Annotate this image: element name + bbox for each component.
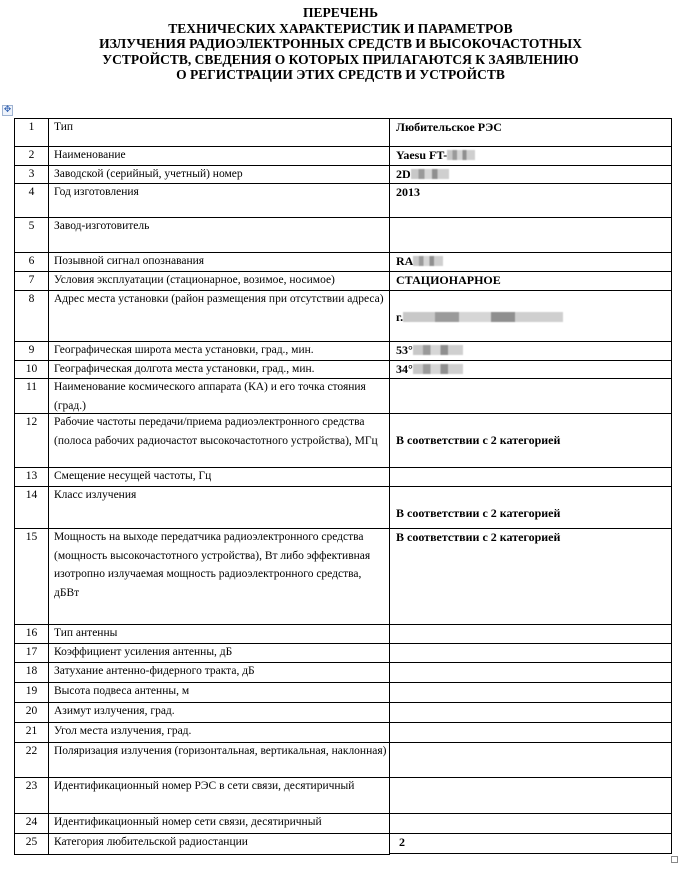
row-number: 24: [25, 816, 38, 828]
row-number: 7: [28, 274, 35, 286]
row-value: [390, 165, 670, 184]
row-value: [390, 183, 670, 202]
title-line: О РЕГИСТРАЦИИ ЭТИХ СРЕДСТВ И УСТРОЙСТВ: [176, 67, 505, 83]
row-value: [390, 431, 670, 450]
row-label: Заводской (серийный, учетный) номер: [54, 168, 243, 180]
row-label: Идентификационный номер РЭС в сети связи, десятиричный: [54, 780, 355, 792]
row-number: 15: [25, 531, 38, 543]
row-number: 19: [25, 685, 38, 697]
row-number: 1: [28, 121, 35, 133]
value-text: В соответствии с 2 категорией: [396, 506, 561, 520]
row-value: [390, 833, 670, 852]
row-number: 16: [25, 627, 38, 639]
row-number: 22: [25, 745, 38, 757]
row-number: 6: [28, 255, 35, 267]
row-number: 21: [25, 725, 38, 737]
value-text: 2: [399, 835, 405, 849]
row-label: Идентификационный номер сети связи, десятиричный: [54, 816, 322, 828]
redacted-block: [413, 256, 443, 266]
row-label: Высота подвеса антенны, м: [54, 685, 190, 697]
row-label: Позывной сигнал опознавания: [54, 255, 205, 267]
row-label: Поляризация излучения (горизонтальная, вертикальная, наклонная): [54, 745, 387, 757]
row-label: Угол места излучения, град.: [54, 725, 192, 737]
row-label: Затухание антенно-фидерного тракта, дБ: [54, 665, 255, 677]
value-text: 34°: [396, 362, 413, 376]
title-line: ПЕРЕЧЕНЬ: [302, 5, 379, 20]
row-number: 9: [28, 344, 35, 356]
row-number: 10: [25, 363, 38, 375]
row-label: Мощность на выходе передатчика радиоэлектронного средства (мощность высокочастотного устройства), Вт либо эффективная изотропно излучаемая мощность радиоэлектронного средства, дБВт: [54, 531, 371, 599]
row-divider: [14, 854, 390, 855]
row-label: Класс излучения: [54, 489, 137, 501]
document-title: [0, 5, 681, 83]
row-value: [390, 308, 670, 327]
resize-square-icon[interactable]: [671, 856, 678, 863]
row-number: 4: [28, 186, 35, 198]
value-text: 53°: [396, 343, 413, 357]
row-value: [390, 252, 670, 271]
move-arrows-icon[interactable]: ✥: [3, 105, 12, 115]
row-number: 23: [25, 780, 38, 792]
row-number: 13: [25, 470, 38, 482]
value-text: 2013: [396, 185, 420, 199]
row-label: Коэффициент усиления антенны, дБ: [54, 646, 233, 658]
value-text: 2D: [396, 167, 411, 181]
row-value: [390, 341, 670, 360]
redacted-block: [411, 169, 449, 179]
row-label: Наименование: [54, 149, 126, 161]
row-value: [390, 528, 670, 547]
row-value: [390, 146, 670, 165]
row-number: 11: [25, 381, 38, 393]
row-number: 8: [28, 293, 35, 305]
redacted-block: [413, 345, 463, 355]
row-number: 20: [25, 705, 38, 717]
row-value: [390, 271, 670, 290]
value-text: г.: [396, 310, 404, 324]
row-number: 2: [28, 149, 35, 161]
value-text: Любительское РЭС: [396, 120, 502, 134]
row-label: Категория любительской радиостанции: [54, 836, 248, 848]
row-number: 14: [25, 489, 38, 501]
row-label: Рабочие частоты передачи/приема радиоэлектронного средства (полоса рабочих радиочастот высокочастотного устройства), МГц: [54, 416, 378, 447]
row-label: Географическая широта места установки, град., мин.: [54, 344, 314, 356]
title-line: ТЕХНИЧЕСКИХ ХАРАКТЕРИСТИК И ПАРАМЕТРОВ: [168, 20, 513, 36]
row-value: [390, 504, 670, 523]
value-text: Yaesu FT-: [396, 148, 448, 162]
row-label: Тип антенны: [54, 627, 118, 639]
title-line: ИЗЛУЧЕНИЯ РАДИОЭЛЕКТРОННЫХ СРЕДСТВ И ВЫСОКОЧАСТОТНЫХ: [99, 36, 582, 52]
redacted-block: [403, 312, 563, 322]
row-label: Смещение несущей частоты, Гц: [54, 470, 212, 482]
value-text: В соответствии с 2 категорией: [396, 433, 561, 447]
row-number: 5: [28, 220, 35, 232]
row-label: Географическая долгота места установки, град., мин.: [54, 363, 315, 375]
title-line: УСТРОЙСТВ, СВЕДЕНИЯ О КОТОРЫХ ПРИЛАГАЮТСЯ К ЗАЯВЛЕНИЮ: [102, 51, 579, 67]
row-number: 18: [25, 665, 38, 677]
row-number: 3: [28, 168, 35, 180]
row-label: Завод-изготовитель: [54, 220, 150, 232]
row-number: 17: [25, 646, 38, 658]
row-label: Год изготовления: [54, 186, 139, 198]
redacted-block: [413, 364, 463, 374]
value-text: СТАЦИОНАРНОЕ: [396, 273, 501, 287]
row-value: [390, 118, 670, 137]
row-label: Азимут излучения, град.: [54, 705, 175, 717]
redacted-block: [447, 150, 475, 160]
row-label: Адрес места установки (район размещения при отсутствии адреса): [54, 293, 384, 305]
row-label: Тип: [54, 121, 74, 133]
row-value: [390, 360, 670, 379]
row-label: Наименование космического аппарата (КА) и его точка стояния (град.): [54, 381, 366, 412]
row-number: 12: [25, 416, 38, 428]
row-number: 25: [25, 836, 38, 848]
value-text: В соответствии с 2 категорией: [396, 530, 561, 544]
row-label: Условия эксплуатации (стационарное, возимое, носимое): [54, 274, 335, 286]
row-divider: [389, 853, 672, 854]
value-text: RA: [396, 254, 414, 268]
